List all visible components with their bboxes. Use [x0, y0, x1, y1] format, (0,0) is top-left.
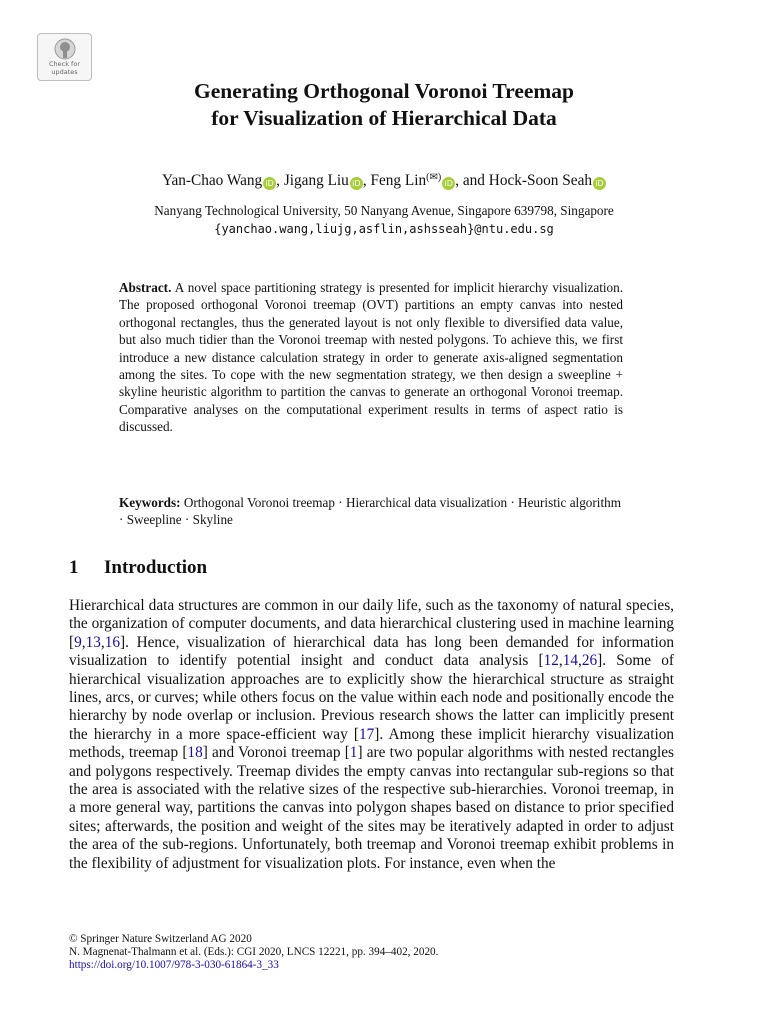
citation-link[interactable]: 18 [187, 744, 203, 762]
author-separator: , [276, 172, 284, 189]
author-list [40, 167, 728, 192]
author-name: Feng Lin [370, 172, 427, 189]
citation-link[interactable]: 13 [85, 633, 101, 651]
check-for-updates-badge[interactable] [37, 33, 92, 81]
section-heading [69, 557, 207, 579]
abstract-label: Abstract. [119, 280, 172, 295]
keywords [119, 494, 623, 529]
doi-link[interactable]: https://doi.org/10.1007/978-3-030-61864-3_33 [69, 959, 279, 972]
paper-title [60, 78, 708, 132]
citation-link[interactable]: 26 [581, 652, 598, 670]
author-emails: {yanchao.wang,liujg,asflin,ashsseah}@ntu.edu.sg [214, 222, 554, 236]
body-text: Hierarchical data structures are common in our daily life, such as the taxonomy of natural species, the organization of computer documents, and data hierarchical clustering used in machine learning [ [69, 597, 674, 651]
body-text: ]. Among these implicit hierarchy visualization methods, treemap [ [69, 725, 674, 762]
orcid-icon[interactable]: iD [263, 177, 276, 190]
citation-link[interactable]: 1 [349, 744, 358, 762]
corresponding-author-mark: (✉) [426, 172, 442, 183]
body-paragraph: Hierarchical data structures are common in our daily life, such as the taxonomy of natural species, the organization of computer documents, and data hierarchical clustering used in machine learning [9,13,16]. Hence, visualization of hierarchical data has long been demanded for information visualization to identify potential insight and conduct data analysis [12,14,26]. Some of hierarchical visualization approaches are to explicitly show the hierarchical structure as straight lines, arcs, or curves; while others focus on the value within each node and positionally encode the hierarchy by node overlap or inclusion. Previous research shows the latter can implicitly present the hierarchy in a more space-efficient way [17]. Among these implicit hierarchy visualization methods, treemap [18] and Voronoi treemap [1] are two popular algorithms with nested rectangles and polygons respectively. Treemap divides the empty canvas into rectangular sub-regions so that the area is associated with the relative sizes of the respective sub-hierarchies. Voronoi treemap, in a more general way, partitions the canvas into polygon shapes based on distance to prior specified sites; afterwards, the position and weight of the sites may be iteratively adapted in order to adjust the area of the sub-regions. Unfortunately, both treemap and Voronoi treemap exhibit problems in the flexibility of adjustment for visualization plots. For instance, even when the [69, 597, 674, 872]
citation-link[interactable]: 14 [562, 652, 579, 670]
badge-text-line2: updates [51, 68, 78, 76]
title-line-2: for Visualization of Hierarchical Data [211, 106, 557, 130]
body-text: ] and Voronoi treemap [ [202, 744, 350, 762]
author-name: Jigang Liu [283, 172, 349, 189]
citation-link[interactable]: 12 [543, 652, 559, 670]
page-footer [69, 933, 689, 973]
body-text: ]. Some of hierarchical visualization approaches are to explicitly show the hierarchical structure as straight lines, arcs, or curves; while others focus on the value within each node and positionally encode the hierarchy by node overlap or inclusion. Previous research shows the latter can implicitly present the hierarchy in a more space-efficient way [ [69, 652, 674, 743]
publication-citation: N. Magnenat-Thalmann et al. (Eds.): CGI 2020, LNCS 12221, pp. 394–402, 2020. [69, 946, 439, 959]
keywords-label: Keywords: [119, 495, 181, 510]
section-number: 1 [69, 557, 79, 578]
abstract-text: A novel space partitioning strategy is presented for implicit hierarchy visualization. The proposed orthogonal Voronoi treemap (OVT) partitions an empty canvas into nested orthogonal rectangles, thus the generated layout is not only flexible to diversified data value, but also much tidier than the Voronoi treemap with nested polygons. To achieve this, we first introduce a new distance calculation strategy in order to generate axis-aligned segmentation among the sites. To cope with the new segmentation strategy, we then design a sweepline + skyline heuristic algorithm to partition the canvas to generate an orthogonal Voronoi treemap. Comparative analyses on the computational experiment results in terms of aspect ratio is discussed. [119, 280, 624, 435]
orcid-icon[interactable]: iD [593, 177, 606, 190]
orcid-icon[interactable]: iD [350, 177, 363, 190]
title-line-1: Generating Orthogonal Voronoi Treemap [193, 79, 575, 103]
crossmark-icon [54, 38, 76, 60]
section-title: Introduction [104, 557, 208, 578]
orcid-icon[interactable]: iD [442, 177, 455, 190]
affiliation [40, 202, 728, 238]
affiliation-address: Nanyang Technological University, 50 Nanyang Avenue, Singapore 639798, Singapore [154, 203, 614, 218]
keywords-text: Orthogonal Voronoi treemap · Hierarchical data visualization · Heuristic algorithm · Sweepline · Skyline [119, 495, 621, 528]
abstract [119, 279, 623, 436]
body-text: ]. Hence, visualization of hierarchical data has long been demanded for information visualization to identify potential insight and conduct data analysis [ [69, 633, 674, 670]
body-text: ] are two popular algorithms with nested rectangles and polygons respectively. Treemap divides the empty canvas into rectangular sub-regions so that the area is associated with the relative sizes of the respective sub-hierarchies. Voronoi treemap, in a more general way, partitions the canvas into polygon shapes based on distance to prior specified sites; afterwards, the position and weight of the sites may be iteratively adapted in order to adjust the area of the sub-regions. Unfortunately, both treemap and Voronoi treemap exhibit problems in the flexibility of adjustment for visualization plots. For instance, even when the [69, 744, 674, 872]
author-name: Yan-Chao Wang [161, 172, 263, 189]
author-separator: , and [455, 172, 489, 189]
author-name: Hock-Soon Seah [488, 172, 593, 189]
badge-text-line1: Check for [49, 60, 80, 68]
citation-link[interactable]: 17 [359, 725, 375, 743]
author-separator: , [362, 172, 371, 189]
citation-link[interactable]: 16 [104, 633, 121, 651]
citation-link[interactable]: 9 [74, 633, 82, 651]
copyright-notice: © Springer Nature Switzerland AG 2020 [69, 933, 252, 945]
